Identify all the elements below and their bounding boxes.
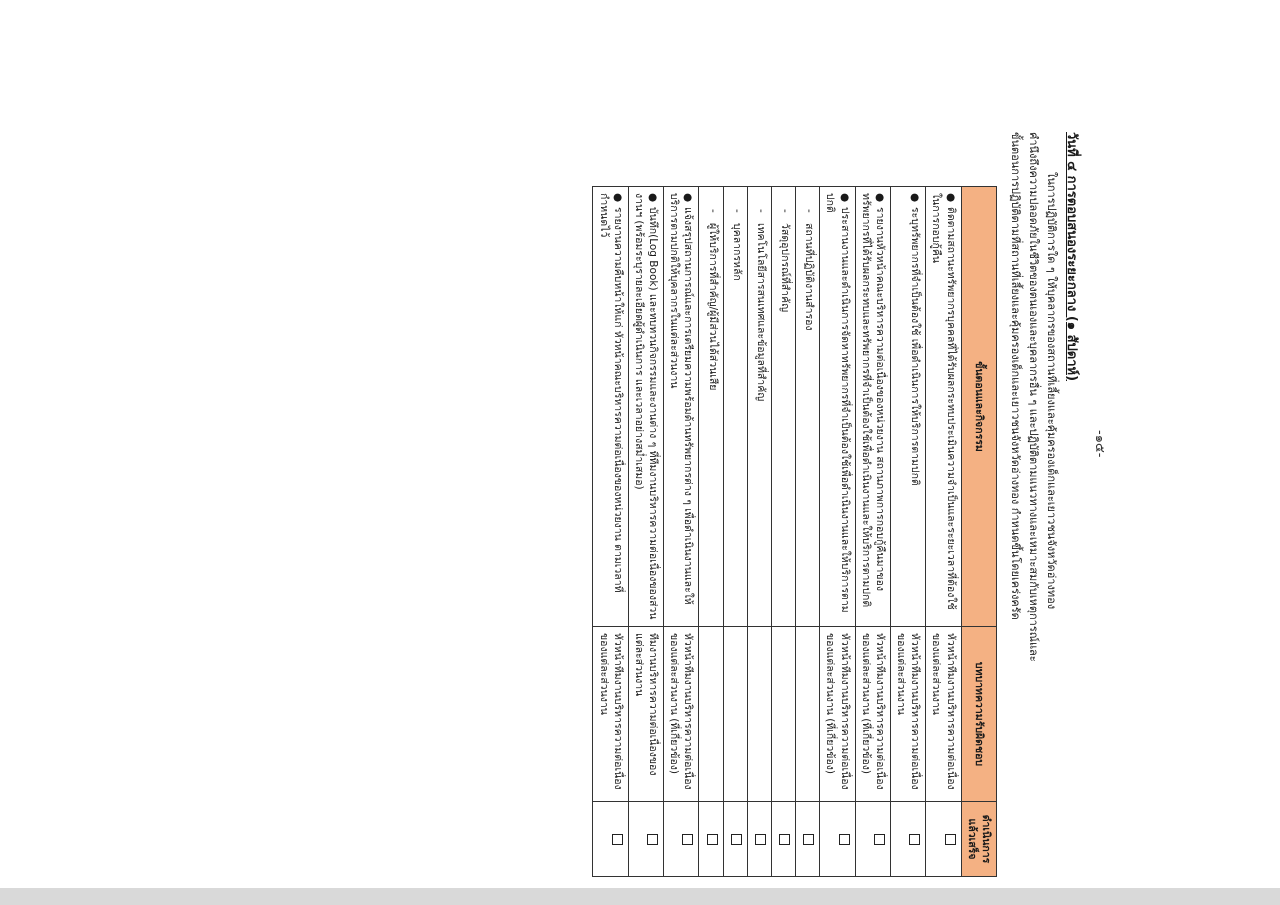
done-cell [664, 802, 699, 877]
dash-icon: - [779, 209, 792, 213]
done-cell [796, 802, 820, 877]
table-row [855, 187, 890, 877]
done-cell [747, 802, 771, 877]
activity-cell [593, 187, 628, 627]
role-cell [747, 627, 771, 802]
table-row [890, 187, 925, 877]
activity-cell [820, 187, 855, 627]
checkbox[interactable] [707, 834, 718, 845]
activity-cell [664, 187, 699, 627]
checkbox[interactable] [755, 834, 766, 845]
done-cell [926, 802, 961, 877]
role-cell: ทีมงานบริหารความต่อเนื่องของแต่ละส่วนงาน [628, 627, 663, 802]
activity-text: รายงานความคืบหน้าให้แก่ หัวหน้าคณะบริหารความต่อเนื่องของหน่วยงาน ตามเวลาที่กำหนดไว้ [597, 193, 624, 593]
bullet-icon: ● [611, 193, 624, 203]
activity-text: สถานที่ปฏิบัติงานสำรอง [803, 223, 816, 331]
activity-text: วัสดุอุปกรณ์ที่สำคัญ [779, 223, 792, 313]
table-row [593, 187, 628, 877]
header-activity: ขั้นตอนและกิจกรรม [961, 187, 996, 627]
checkbox[interactable] [839, 834, 850, 845]
bullet-icon: ● [944, 193, 957, 203]
checkbox[interactable] [731, 834, 742, 845]
done-cell [890, 802, 925, 877]
table-row [796, 187, 820, 877]
intro-line: ขั้นตอนการปฏิบัติตามที่สถานที่เลี้ยงและคุ้มครองเด็กและเยาวชนจังหวัดอ่างทอง กำหนดขึ้นโดยเคร่งครัด [1009, 132, 1023, 620]
activity-text: ติดตามสถานะทรัพยากรบุคคลที่ได้รับผลกระทบประเมินความจำเป็นและระยะเวลาที่ต้องใช้ในการกอบกู้คืน [930, 193, 957, 610]
checkbox[interactable] [909, 834, 920, 845]
done-cell [593, 802, 628, 877]
bullet-icon: ● [909, 193, 922, 203]
table-row [628, 187, 663, 877]
activity-cell [747, 187, 771, 627]
table-row [664, 187, 699, 877]
bullet-icon: ● [838, 193, 851, 203]
table-row [820, 187, 855, 877]
table-header-row [961, 187, 996, 877]
checkbox[interactable] [682, 834, 693, 845]
table-row [926, 187, 961, 877]
done-cell [855, 802, 890, 877]
role-cell: หัวหน้าทีมงานบริหารความต่อเนื่องของแต่ละส่วนงาน (ที่เกี่ยวข้อง) [855, 627, 890, 802]
intro-line: คำนึงถึงความปลอดภัยในชีวิตของตนเองและบุคลากรอื่น ๆ และปฏิบัติตามแนวทางและเหมาะสมกับเหตุการณ์และ [1027, 132, 1041, 662]
done-cell [628, 802, 663, 877]
activity-text: บันทึก(Log Book) และทบทวนกิจกรรมและงานต่าง ๆ ที่ทีมงานบริหารความต่อเนื่องของส่วนงานฯ (พร้อมระบุรายละเอียดผู้ดำเนินการ และเวลาอย่างสม่ำเสมอ) [632, 193, 660, 620]
role-cell: หัวหน้าทีมงานบริหารความต่อเนื่องของแต่ละส่วนงาน (ที่เกี่ยวข้อง) [820, 627, 855, 802]
activity-text: ระบุทรัพยากรที่จำเป็นต้องใช้ เพื่อดำเนินการให้บริการตามปกติ [909, 207, 922, 486]
activity-cell [699, 187, 723, 627]
role-cell [771, 627, 795, 802]
role-cell: หัวหน้าทีมงานบริหารความต่อเนื่องของแต่ละส่วนงาน [593, 627, 628, 802]
activity-text: บุคลากรหลัก [730, 223, 743, 281]
activity-text: เทคโนโลยีสารสนเทศและข้อมูลที่สำคัญ [754, 223, 767, 402]
table-row [699, 187, 723, 877]
activity-text: แจ้งสรุปสถานการณ์และการเตรียมความพร้อมด้านทรัพยากรต่าง ๆ เพื่อดำเนินงานและให้บริการตามปกติให้บุคลากรในแต่ละส่วนงาน [668, 193, 695, 605]
done-cell [771, 802, 795, 877]
header-role: บทบาทความรับผิดชอบ [961, 627, 996, 802]
role-cell: หัวหน้าทีมงานบริหารความต่อเนื่องของแต่ละส่วนงาน [890, 627, 925, 802]
checkbox[interactable] [779, 834, 790, 845]
intro-line: ในการปฏิบัติการใด ๆ ให้บุคลากรของสถานที่เลี้ยงและคุ้มครองเด็กและเยาวชนจังหวัดอ่างทอง [1045, 172, 1058, 610]
dash-icon: - [803, 209, 816, 213]
activity-text: ประสานงานและดำเนินการจัดหาทรัพยากรที่จำเป็นต้องใช้เพื่อดำเนินงานและให้บริการตามปกติ [824, 193, 851, 613]
done-cell [699, 802, 723, 877]
checkbox[interactable] [945, 834, 956, 845]
role-cell: หัวหน้าทีมงานบริหารความต่อเนื่องของแต่ละส่วนงาน (ที่เกี่ยวข้อง) [664, 627, 699, 802]
table-row [771, 187, 795, 877]
day-heading: วันที่ ๔ การตอบสนองระยะกลาง (๑ สัปดาห์) [1064, 132, 1079, 382]
role-cell [796, 627, 820, 802]
activity-text: รายงานหัวหน้าคณะบริหารความต่อเนื่องของหน่วยงาน สถานภาพการกอบกู้คืนมาของทรัพยากรที่ได้รับผลกระทบและทรัพยากรที่จำเป็นต้องใช้เพื่อดำเนินงานและให้บริการตามปกติ [859, 193, 886, 608]
header-done: ดำเนินการแล้วเสร็จ [961, 802, 996, 877]
done-cell [820, 802, 855, 877]
role-cell: หัวหน้าทีมงานบริหารความต่อเนื่องของแต่ละส่วนงาน [926, 627, 961, 802]
dash-icon: - [730, 209, 743, 213]
bullet-icon: ● [647, 193, 660, 203]
table-row [723, 187, 747, 877]
checkbox[interactable] [612, 834, 623, 845]
checkbox[interactable] [874, 834, 885, 845]
dash-icon: - [754, 209, 767, 213]
bullet-icon: ● [873, 193, 886, 203]
activity-cell [926, 187, 961, 627]
done-cell [723, 802, 747, 877]
activity-cell [890, 187, 925, 627]
role-cell [723, 627, 747, 802]
activity-table [592, 186, 997, 877]
role-cell [699, 627, 723, 802]
checkbox[interactable] [647, 834, 658, 845]
activity-cell [723, 187, 747, 627]
dash-icon: - [706, 209, 719, 213]
activity-cell [771, 187, 795, 627]
table-row [747, 187, 771, 877]
page-number: -๑๕- [1092, 430, 1107, 458]
intro-paragraph [1004, 132, 1058, 782]
activity-cell [855, 187, 890, 627]
checkbox[interactable] [803, 834, 814, 845]
bullet-icon: ● [682, 193, 695, 203]
activity-text: ผู้ให้บริการที่สำคัญ/ผู้มีส่วนได้ส่วนเสีย [706, 223, 719, 391]
activity-cell [628, 187, 663, 627]
activity-cell [796, 187, 820, 627]
